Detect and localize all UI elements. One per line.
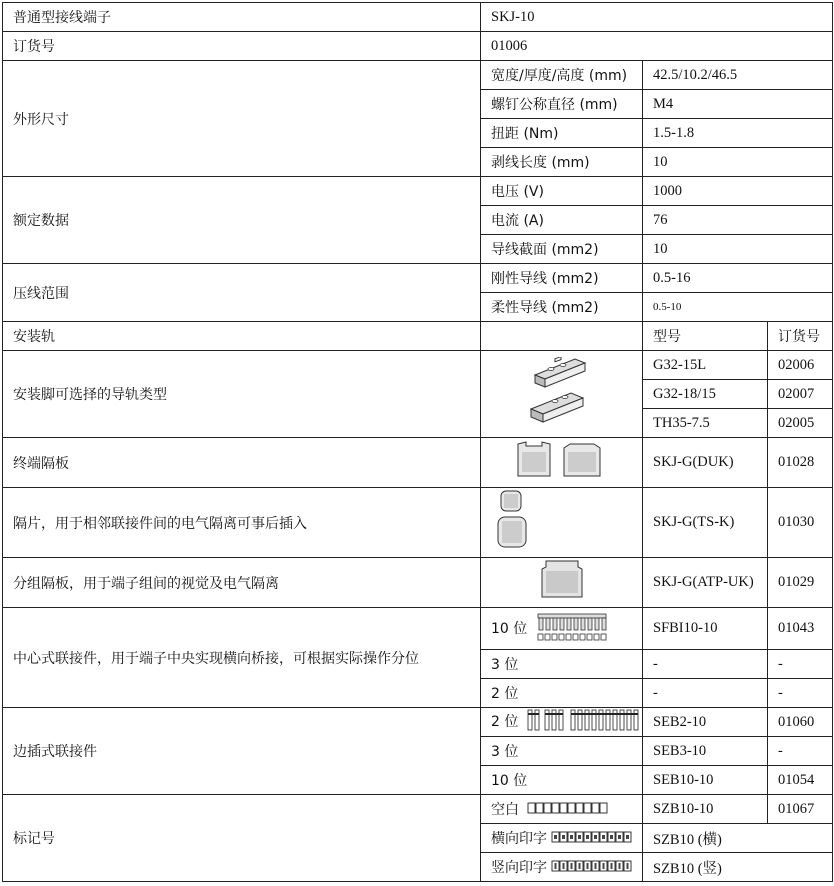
vertical-marker-strip-image — [551, 859, 633, 877]
side-bridge-label: 边插式联接件 — [3, 708, 481, 795]
spec-name: 螺钉公称直径 (mm) — [481, 90, 643, 119]
position-label: 2 位 — [481, 679, 643, 708]
spec-name: 电流 (A) — [481, 206, 643, 235]
table-row — [3, 708, 833, 737]
marker-label: 标记号 — [3, 795, 481, 882]
marker-type-label: 横向印字 — [491, 831, 547, 847]
spec-name: 宽度/厚度/高度 (mm) — [481, 61, 643, 90]
group-plate-image — [481, 558, 643, 608]
model-cell: SZB10 (横) — [643, 824, 833, 853]
order-cell: - — [768, 650, 833, 679]
rail-section-label: 安装轨 — [3, 322, 481, 351]
model-cell: SEB3-10 — [643, 737, 768, 766]
position-label: 2 位 — [491, 714, 519, 730]
order-cell: 01067 — [768, 795, 833, 824]
spec-table — [2, 2, 833, 882]
center-bridge-label: 中心式联接件，用于端子中央实现横向桥接，可根据实际操作分位 — [3, 608, 481, 708]
model-cell: SZB10-10 — [643, 795, 768, 824]
order-cell: 01043 — [768, 608, 833, 650]
table-row — [3, 608, 833, 650]
table-row — [3, 351, 833, 380]
spec-value: 0.5-16 — [643, 264, 833, 293]
spec-value: 42.5/10.2/46.5 — [643, 61, 833, 90]
order-cell: 01054 — [768, 766, 833, 795]
position-label: 10 位 — [491, 620, 528, 637]
model-cell: SEB10-10 — [643, 766, 768, 795]
rated-label: 额定数据 — [3, 177, 481, 264]
spec-value: 10 — [643, 235, 833, 264]
din-rail-image — [481, 351, 643, 438]
spec-name: 柔性导线 (mm2) — [481, 293, 643, 322]
order-cell: 01060 — [768, 708, 833, 737]
model-cell: SKJ-G(ATP-UK) — [643, 558, 768, 608]
table-row — [3, 177, 833, 206]
order-cell: 01030 — [768, 488, 833, 558]
position-cell — [481, 824, 643, 853]
dimensions-label: 外形尺寸 — [3, 61, 481, 177]
separator-label: 隔片，用于相邻联接件间的电气隔离可事后插入 — [3, 488, 481, 558]
spec-value: 0.5-10 — [643, 293, 833, 322]
position-label: 3 位 — [481, 737, 643, 766]
model-cell: SEB2-10 — [643, 708, 768, 737]
model-cell: SKJ-G(DUK) — [643, 438, 768, 488]
spec-value: 1.5-1.8 — [643, 119, 833, 148]
end-plate-label: 终端隔板 — [3, 438, 481, 488]
table-row — [3, 32, 833, 61]
order-cell: - — [768, 737, 833, 766]
center-bridge-image — [536, 612, 608, 646]
spec-value: 10 — [643, 148, 833, 177]
group-plate-label: 分组隔板，用于端子组间的视觉及电气隔离 — [3, 558, 481, 608]
spec-name: 电压 (V) — [481, 177, 643, 206]
side-bridge-image — [527, 709, 639, 735]
spec-name: 导线截面 (mm2) — [481, 235, 643, 264]
position-cell — [481, 795, 643, 824]
order-cell: 01029 — [768, 558, 833, 608]
position-cell — [481, 853, 643, 882]
model-cell: - — [643, 679, 768, 708]
model-column-header: 型号 — [643, 322, 768, 351]
blank-marker-strip-image — [527, 801, 609, 819]
model-cell: G32-18/15 — [643, 380, 768, 409]
position-label: 3 位 — [481, 650, 643, 679]
order-column-header: 订货号 — [768, 322, 833, 351]
table-row — [3, 264, 833, 293]
position-label: 10 位 — [481, 766, 643, 795]
model-cell: SFBI10-10 — [643, 608, 768, 650]
order-cell: 02005 — [768, 409, 833, 438]
horizontal-marker-strip-image — [551, 830, 633, 848]
table-row — [3, 558, 833, 608]
order-number-label: 订货号 — [3, 32, 481, 61]
table-row — [3, 322, 833, 351]
end-plate-image — [481, 438, 643, 488]
spec-name: 刚性导线 (mm2) — [481, 264, 643, 293]
table-row — [3, 488, 833, 558]
spec-name: 剥线长度 (mm) — [481, 148, 643, 177]
spec-name: 扭距 (Nm) — [481, 119, 643, 148]
marker-type-label: 空白 — [491, 802, 519, 818]
order-cell: 01028 — [768, 438, 833, 488]
order-number-value: 01006 — [481, 32, 833, 61]
rail-types-label: 安装脚可选择的导轨类型 — [3, 351, 481, 438]
model-cell: SKJ-G(TS-K) — [643, 488, 768, 558]
model-cell: G32-15L — [643, 351, 768, 380]
model-cell: TH35-7.5 — [643, 409, 768, 438]
table-row — [3, 438, 833, 488]
position-cell — [481, 708, 643, 737]
model-cell: SZB10 (竖) — [643, 853, 833, 882]
spec-value: 76 — [643, 206, 833, 235]
position-cell — [481, 608, 643, 650]
order-cell: 02006 — [768, 351, 833, 380]
crimp-label: 压线范围 — [3, 264, 481, 322]
model-cell: - — [643, 650, 768, 679]
table-row — [3, 61, 833, 90]
table-row — [3, 795, 833, 824]
product-type-label: 普通型接线端子 — [3, 3, 481, 32]
product-type-value: SKJ-10 — [481, 3, 833, 32]
spec-value: 1000 — [643, 177, 833, 206]
order-cell: - — [768, 679, 833, 708]
marker-type-label: 竖向印字 — [491, 860, 547, 876]
spec-value: M4 — [643, 90, 833, 119]
table-row — [3, 3, 833, 32]
order-cell: 02007 — [768, 380, 833, 409]
separator-image — [481, 488, 643, 558]
